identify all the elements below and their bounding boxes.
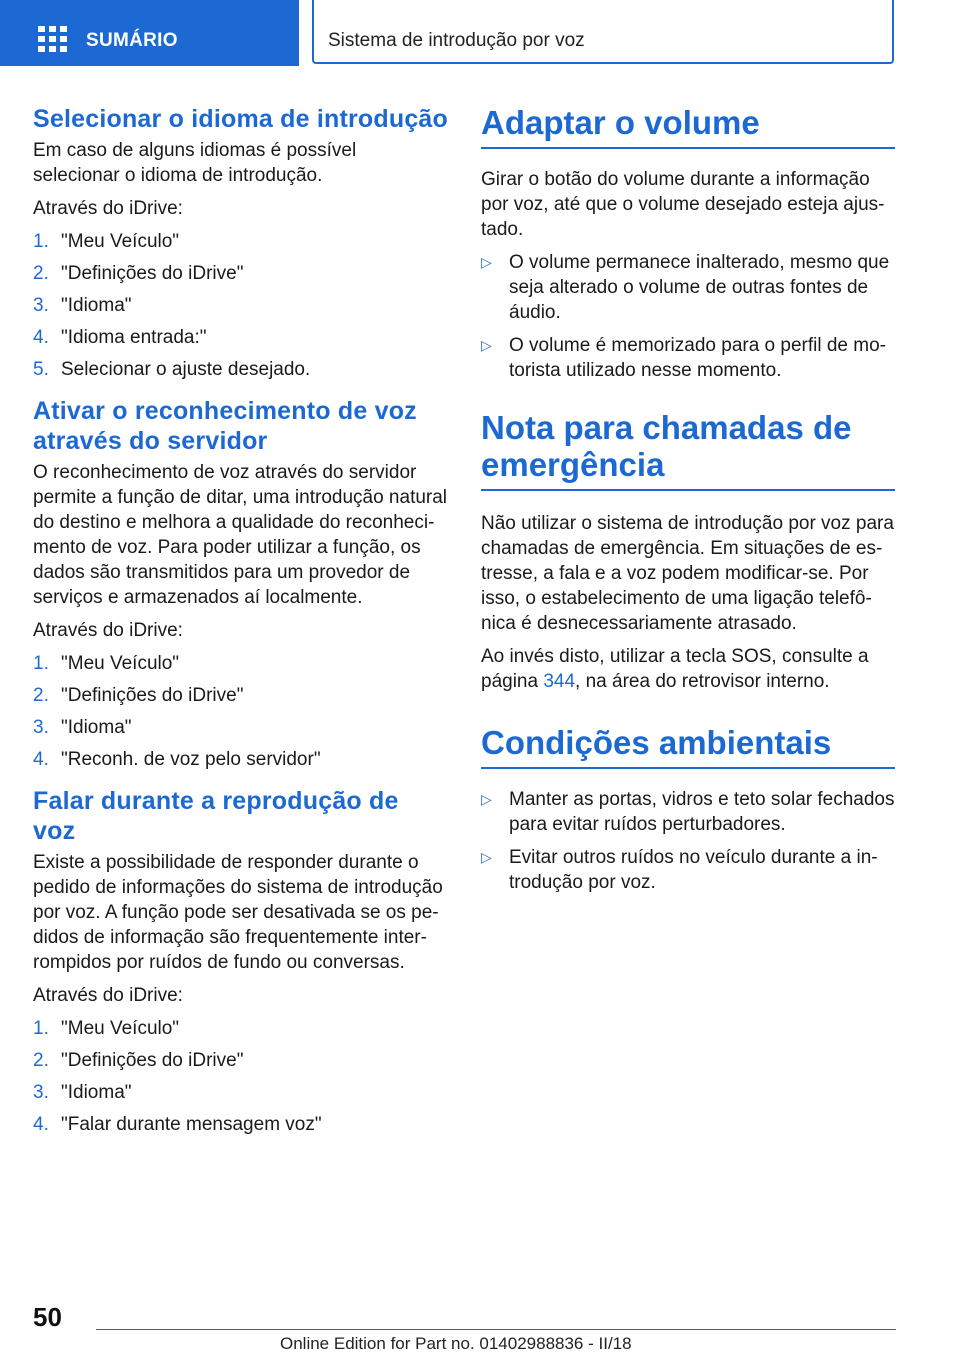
page-number: 50: [33, 1302, 62, 1332]
list-item: ▷ O volume é memorizado para o perfil de motorista utilizado nesse momento.: [481, 335, 886, 381]
triangle-icon: ▷: [481, 254, 492, 270]
paragraph: Através do iDrive:: [33, 198, 183, 219]
heading-ambient-conditions: Condições ambientais: [481, 724, 895, 769]
heading-server-recognition: Ativar o reconhecimento de voz através do servidor: [33, 397, 417, 455]
toc-label: SUMÁRIO: [86, 30, 178, 51]
list-item: 2. "Definições do iDrive": [33, 263, 244, 284]
triangle-icon: ▷: [481, 849, 492, 865]
top-bar: [0, 0, 960, 66]
list-item: 4. "Falar durante mensagem voz": [33, 1114, 322, 1135]
paragraph: Através do iDrive:: [33, 985, 183, 1006]
list-item: 5. Selecionar o ajuste desejado.: [33, 359, 311, 380]
page-link[interactable]: 344: [543, 671, 576, 692]
bullet-list: [481, 787, 895, 895]
list-item: 3. "Idioma": [33, 295, 132, 316]
list-item: 2. "Definições do iDrive": [33, 685, 244, 706]
list-item: ▷ Evitar outros ruídos no veículo durante a introdução por voz.: [481, 847, 878, 893]
section-title-box: [312, 0, 894, 64]
toc-button[interactable]: [0, 0, 299, 66]
paragraph: Existe a possibilidade de responder durante o pedido de informações do sistema de introdução por voz. A função pode ser desativada se os pedidos de informação são frequentemente interrompidos por ruídos de fundo ou conversas.: [33, 852, 443, 973]
heading-select-language: Selecionar o idioma de introdução: [33, 105, 449, 133]
left-column: [33, 104, 448, 1147]
steps-list: [33, 651, 448, 772]
heading-emergency-calls: Nota para chamadas de emergência: [481, 409, 895, 491]
paragraph: Girar o botão do volume durante a informação por voz, até que o volume desejado esteja ajustado.: [481, 169, 885, 240]
list-item: 1. "Meu Veículo": [33, 231, 180, 252]
list-item: 3. "Idioma": [33, 717, 132, 738]
grid-icon: [38, 26, 68, 52]
paragraph: O reconhecimento de voz através do servidor permite a função de ditar, uma introdução natural do destino e melhora a qualidade do reconhecimento de voz. Para poder utilizar a função, os dados são transmitidos para um provedor de serviços e armazenados aí localmente.: [33, 462, 448, 608]
paragraph: Através do iDrive:: [33, 620, 183, 641]
list-item: 2. "Definições do iDrive": [33, 1050, 244, 1071]
paragraph: Em caso de alguns idiomas é possível selecionar o idioma de introdução.: [33, 140, 357, 186]
list-item: ▷ O volume permanece inalterado, mesmo que seja alterado o volume de outras fontes de áudio.: [481, 252, 890, 323]
list-item: ▷ Manter as portas, vidros e teto solar fechados para evitar ruídos perturbadores.: [481, 789, 895, 835]
triangle-icon: ▷: [481, 337, 492, 353]
triangle-icon: ▷: [481, 791, 492, 807]
footer-divider: [96, 1329, 896, 1330]
steps-list: [33, 1016, 448, 1137]
paragraph: Ao invés disto, utilizar a tecla SOS, consulte a página 344, na área do retrovisor interno.: [481, 646, 869, 692]
list-item: 4. "Reconh. de voz pelo servidor": [33, 749, 321, 770]
heading-talk-during-playback: Falar durante a reprodução de voz: [33, 787, 399, 845]
edition-info: Online Edition for Part no. 01402988836 - II/18: [280, 1334, 632, 1353]
list-item: 1. "Meu Veículo": [33, 1018, 180, 1039]
list-item: 4. "Idioma entrada:": [33, 327, 207, 348]
paragraph: Não utilizar o sistema de introdução por voz para chamadas de emergência. Em situações de estresse, a fala e a voz podem modificar-se. Por isso, o estabelecimento de uma ligação telefônica é desnecessariamente atrasado.: [481, 513, 894, 634]
list-item: 3. "Idioma": [33, 1082, 132, 1103]
heading-adjust-volume: Adaptar o volume: [481, 104, 895, 149]
section-title: Sistema de introdução por voz: [328, 30, 585, 51]
list-item: 1. "Meu Veículo": [33, 653, 180, 674]
bullet-list: [481, 250, 895, 383]
steps-list: [33, 229, 448, 382]
right-column: [481, 104, 895, 903]
